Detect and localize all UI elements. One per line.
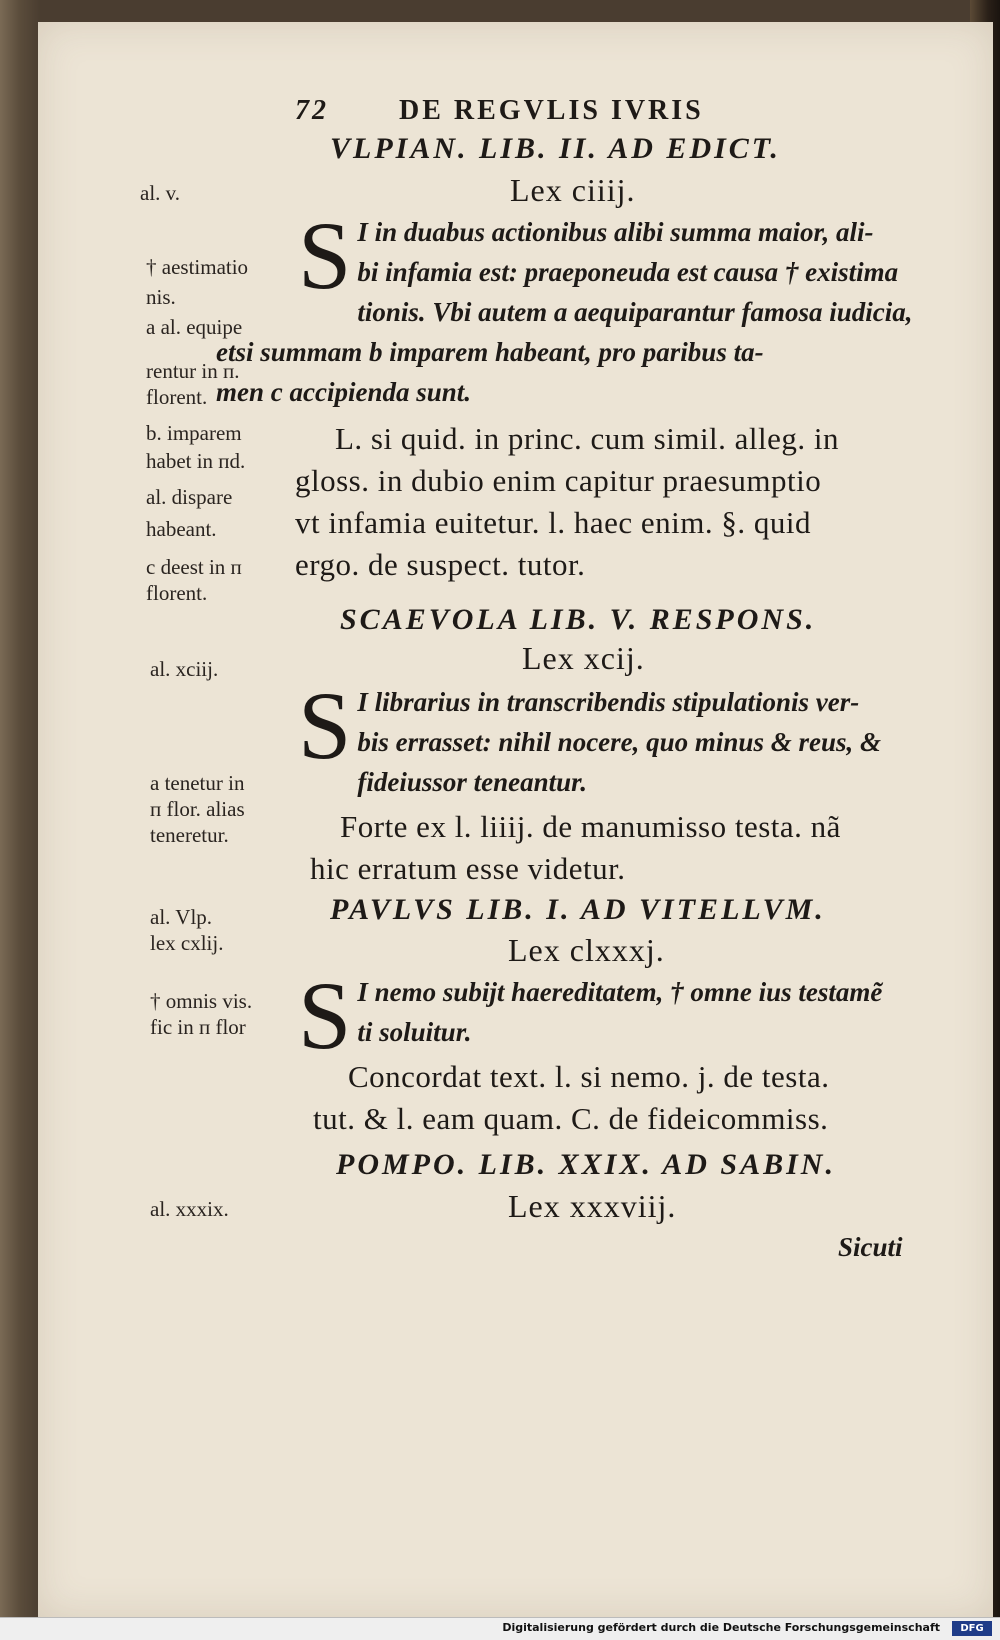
gloss-line: Forte ex l. liiij. de manumisso testa. nã [340,809,841,844]
margin-note: al. dispare [146,485,233,509]
margin-note: teneretur. [150,823,229,847]
section-heading: POMPO. LIB. XXIX. AD SABIN. [336,1148,836,1181]
drop-capital: S [298,962,352,1069]
catchword: Sicuti [838,1232,903,1262]
margin-note: c deest in ᴨ [146,555,242,579]
law-line: tionis. Vbi autem a aequiparantur famosa iudicia, [357,297,913,327]
margin-note: rentur in ᴨ. [146,359,240,383]
gloss-text [295,418,950,586]
law-text [298,962,913,1069]
law-line: bi infamia est: praeponeuda est causa † existima [357,257,899,287]
gloss-line: Concordat text. l. si nemo. j. de testa. [348,1059,830,1094]
margin-note: habet in ᴨd. [146,449,246,473]
margin-note: a tenetur in [150,771,245,795]
gloss-text [310,806,955,890]
lex-number: Lex ciiij. [510,172,636,208]
dfg-logo: DFG [952,1621,992,1636]
page-number: 72 [295,95,329,126]
footer-bar [0,1617,1000,1640]
margin-note: florent. [146,581,208,605]
gloss-line: L. si quid. in princ. cum simil. alleg. in [335,421,840,456]
gloss-line: vt infamia euitetur. l. haec enim. §. quid [295,505,812,540]
section-heading: PAVLVS LIB. I. AD VITELLVM. [330,893,826,926]
lex-number: Lex clxxxj. [508,932,665,968]
margin-note: † omnis vis. [150,989,253,1013]
drop-capital: S [298,202,352,309]
law-line: I nemo subijt haereditatem, † omne ius testamẽ [357,977,883,1007]
margin-note: al. xxxix. [150,1197,229,1221]
law-line: etsi summam b imparem habeant, pro paribus ta- [216,337,764,367]
margin-note: florent. [146,385,208,409]
law-line: bis errasset: nihil nocere, quo minus & reus, & [357,727,881,757]
gloss-line: gloss. in dubio enim capitur praesumptio [295,463,822,498]
gloss-line: hic erratum esse videtur. [310,851,626,886]
running-head [295,95,704,127]
margin-note: † aestimatio [146,255,249,279]
section-heading: VLPIAN. LIB. II. AD EDICT. [330,132,781,165]
gloss-line: tut. & l. eam quam. C. de fideicommiss. [313,1101,829,1136]
margin-note: al. v. [140,181,181,205]
margin-note: fic in ᴨ flor [150,1015,246,1039]
gloss-text [313,1056,963,1140]
lex-number: Lex xxxviij. [508,1188,677,1224]
margin-note: habeant. [146,517,217,541]
footer-credit: Digitalisierung gefördert durch die Deutsche Forschungsgemeinschaft [502,1621,940,1634]
margin-note: ᴨ flor. alias [150,797,245,821]
law-line: I librarius in transcribendis stipulationis ver- [357,687,860,717]
margin-note: al. Vlp. [150,905,213,929]
running-title: DE REGVLIS IVRIS [399,95,704,126]
margin-note: a al. equipe [146,315,243,339]
law-line: ti soluitur. [357,1017,472,1047]
margin-note: nis. [146,285,176,309]
law-text [216,202,913,412]
law-line: I in duabus actionibus alibi summa maior, ali- [357,217,874,247]
lex-number: Lex xcij. [522,640,645,676]
margin-note: lex cxlij. [150,931,224,955]
law-line: fideiussor teneantur. [357,767,587,797]
section-heading: SCAEVOLA LIB. V. RESPONS. [340,603,817,636]
margin-note: al. xciij. [150,657,219,681]
gloss-line: ergo. de suspect. tutor. [295,547,586,582]
law-line: men c accipienda sunt. [216,377,471,407]
margin-note: b. imparem [146,421,242,445]
drop-capital: S [298,672,352,779]
law-text [298,672,913,802]
